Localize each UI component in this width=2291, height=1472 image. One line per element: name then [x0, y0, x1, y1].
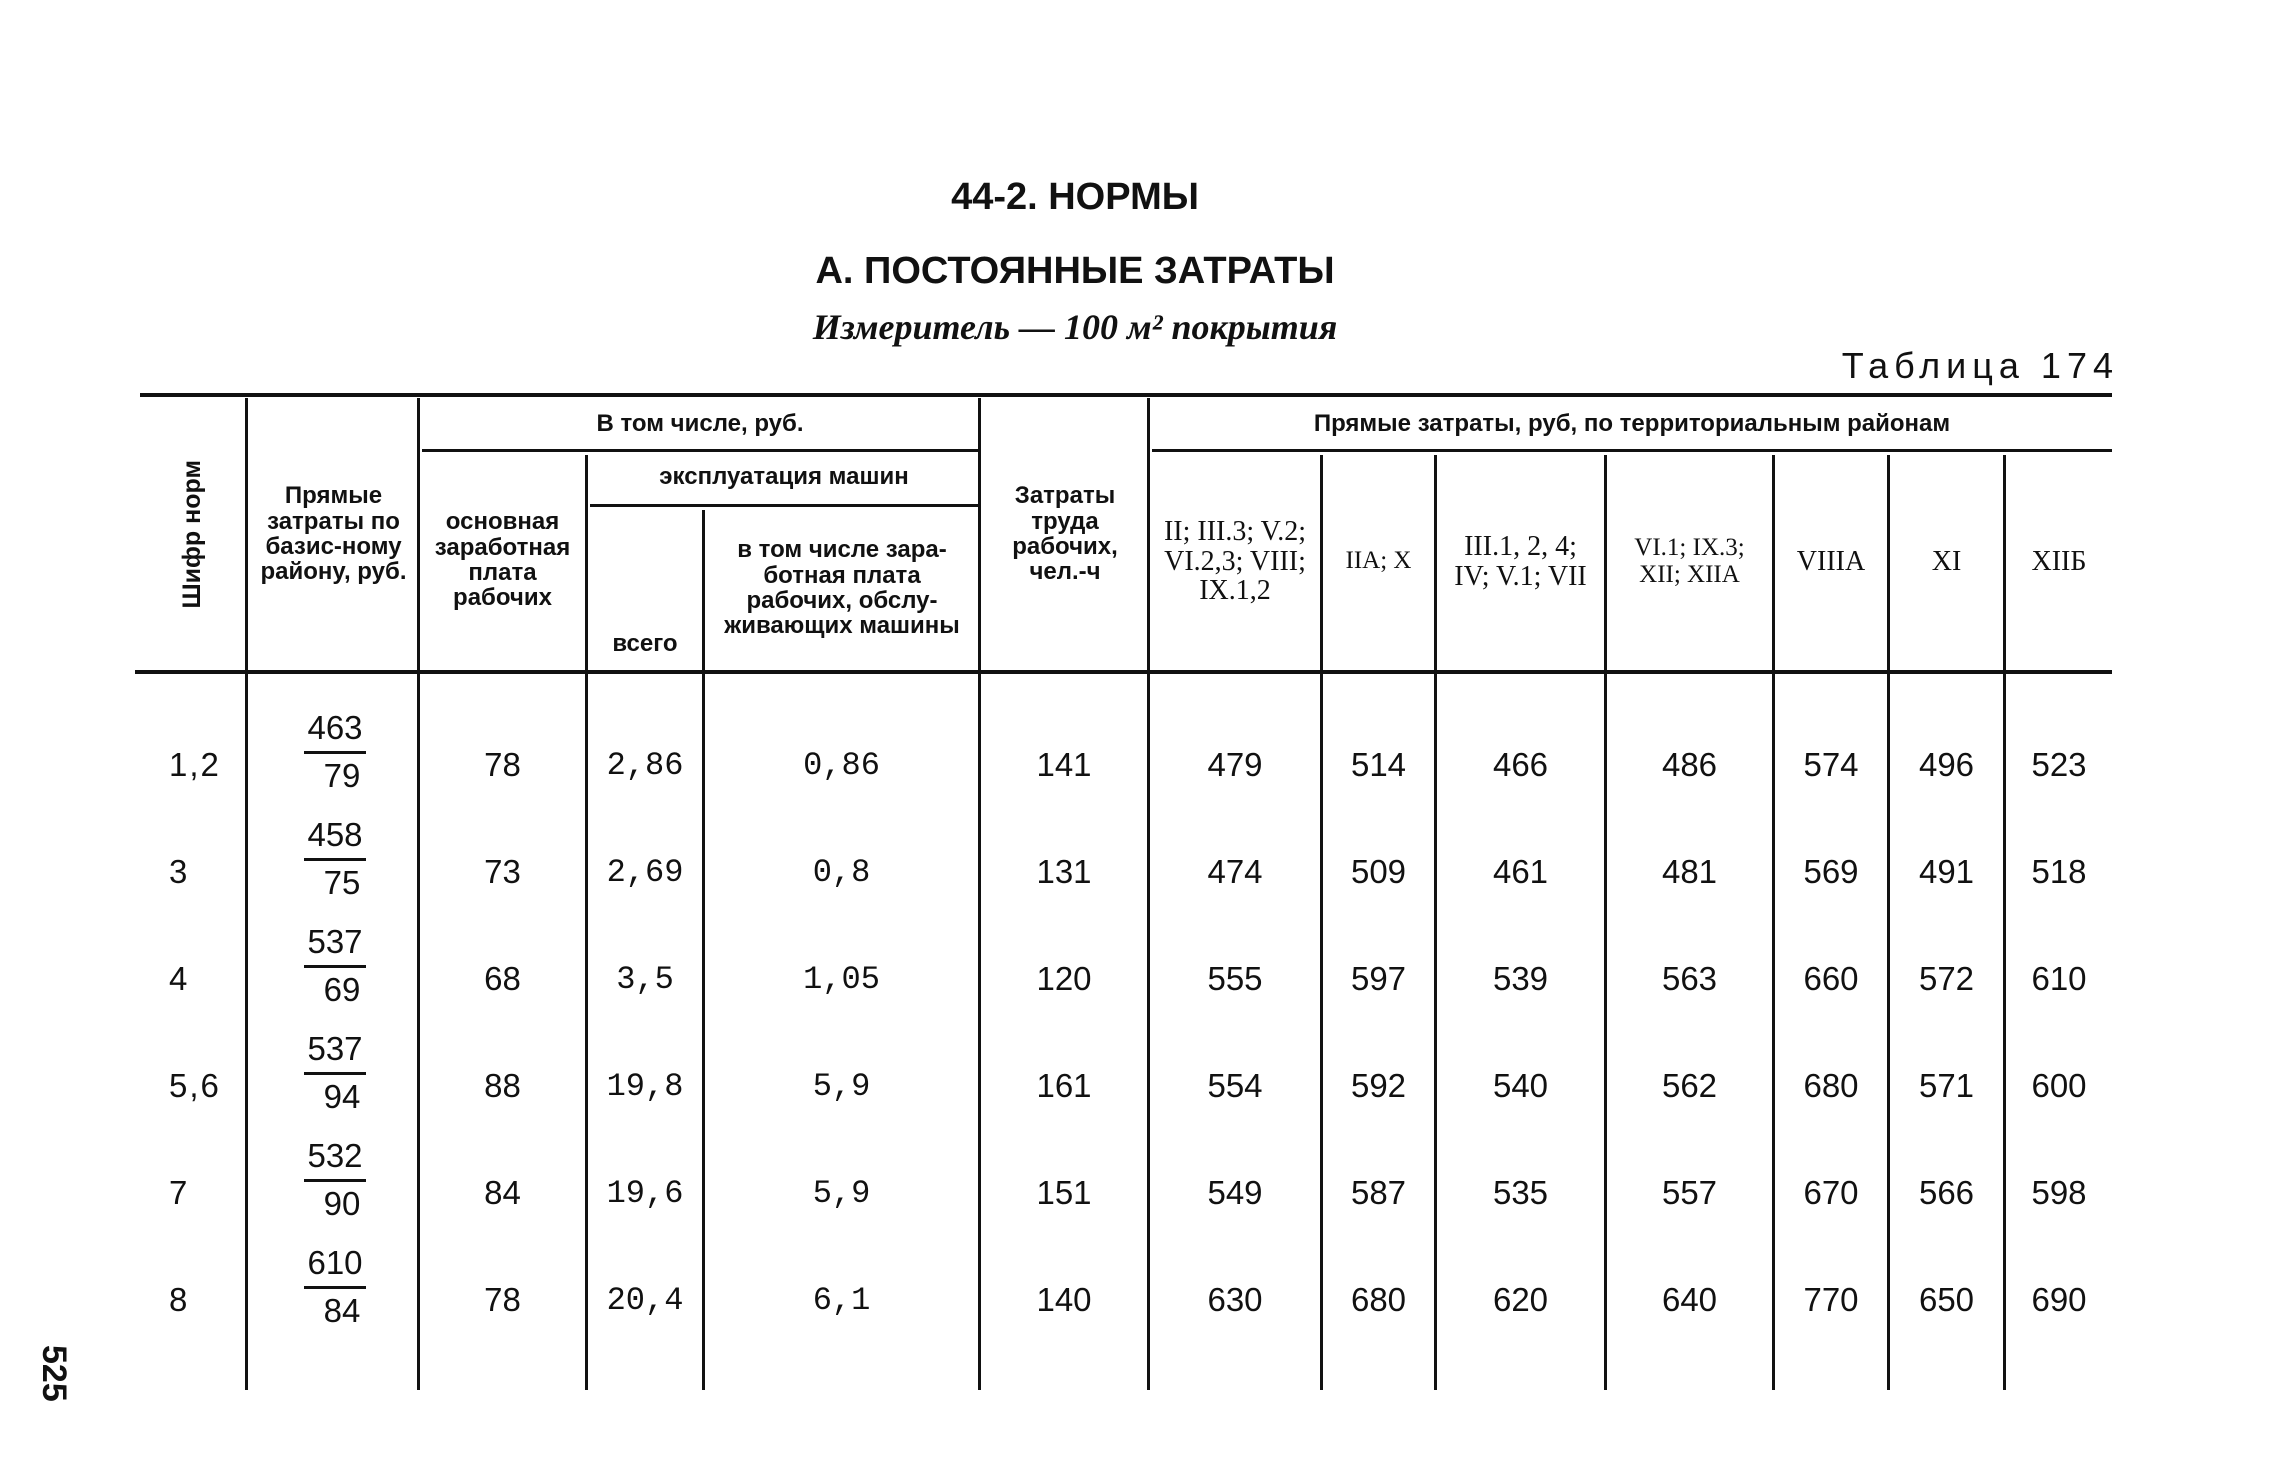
direct-cost-value: 463: [304, 711, 365, 754]
region-7-cell: 518: [2031, 853, 2087, 890]
regions-header-rule: [1152, 449, 2112, 452]
region-6-cell: 572: [1918, 960, 1975, 997]
direct-cost-fraction: [295, 1139, 375, 1221]
region-2-cell: 509: [1350, 853, 1407, 890]
section-title: 44-2. НОРМЫ: [951, 176, 1199, 218]
direct-cost-fraction: [295, 1246, 375, 1328]
region-3-cell: 539: [1492, 960, 1549, 997]
header-bottom-rule: [135, 670, 2112, 674]
header-machines-wages: [708, 508, 976, 668]
region-3-cell: 535: [1492, 1174, 1549, 1211]
region-7-cell: 610: [2031, 960, 2087, 997]
header-regions: [1152, 400, 2112, 448]
direct-cost-value: 532: [304, 1139, 365, 1182]
region-4-cell: 563: [1661, 960, 1718, 997]
region-4-cell: 562: [1661, 1067, 1718, 1104]
table-number-label: Таблица 174: [1841, 345, 2119, 386]
header-code-label: Шифр норм: [178, 459, 207, 609]
region-5-cell: 670: [1803, 1174, 1859, 1211]
labor-cell: 141: [1036, 746, 1092, 783]
labor-cell: 131: [1036, 853, 1092, 890]
header-region-5-label: VIIIA: [1796, 545, 1866, 577]
table-row-code: 1,2: [169, 746, 221, 783]
machines-total-cell: 20,4: [606, 1281, 684, 1319]
region-2-cell: 514: [1350, 746, 1407, 783]
header-machines-label: эксплуатация машин: [659, 463, 909, 491]
direct-cost-fraction: [295, 1032, 375, 1114]
machines-total-cell: 19,6: [606, 1174, 684, 1212]
header-including: [422, 400, 978, 448]
header-machines: [590, 452, 978, 502]
direct-cost-value: 610: [304, 1246, 365, 1289]
subsection-title: А. ПОСТОЯННЫЕ ЗАТРАТЫ: [815, 250, 1335, 292]
direct-cost-subvalue: 94: [323, 1077, 361, 1115]
region-4-cell: 486: [1661, 746, 1718, 783]
header-region-3: [1437, 455, 1604, 668]
region-7-cell: 523: [2031, 746, 2087, 783]
table-row-code: 4: [169, 960, 190, 997]
header-regions-label: Прямые затраты, руб, по территориальным районам: [1313, 410, 1951, 438]
region-5-cell: 569: [1803, 853, 1859, 890]
wages-cell: 68: [484, 960, 521, 997]
header-wages: [420, 452, 585, 668]
region-3-cell: 466: [1492, 746, 1549, 783]
direct-cost-fraction: [295, 925, 375, 1007]
machines-wages-cell: 0,86: [803, 746, 880, 784]
header-labor: [983, 400, 1147, 668]
header-region-1-label: II; III.3; V.2; VI.2,3; VIII; IX.1,2: [1163, 515, 1307, 607]
direct-cost-fraction: [295, 818, 375, 900]
machines-total-cell: 2,86: [606, 746, 684, 784]
region-5-cell: 574: [1803, 746, 1859, 783]
direct-cost-subvalue: 79: [323, 756, 361, 794]
region-4-cell: 481: [1661, 853, 1718, 890]
header-region-2: [1323, 455, 1434, 668]
region-1-cell: 474: [1207, 853, 1263, 890]
machines-total-cell: 19,8: [606, 1067, 684, 1105]
machines-wages-cell: 5,9: [812, 1067, 871, 1105]
header-direct-base: [250, 400, 417, 668]
region-7-cell: 690: [2031, 1281, 2087, 1318]
wages-cell: 84: [484, 1174, 521, 1211]
region-2-cell: 597: [1350, 960, 1407, 997]
region-5-cell: 770: [1803, 1281, 1859, 1318]
machines-wages-cell: 1,05: [803, 960, 880, 998]
machines-header-rule: [590, 504, 978, 507]
region-5-cell: 660: [1803, 960, 1859, 997]
region-2-cell: 592: [1350, 1067, 1407, 1104]
region-6-cell: 571: [1918, 1067, 1975, 1104]
labor-cell: 151: [1036, 1174, 1092, 1211]
direct-cost-value: 537: [304, 1032, 365, 1075]
header-region-1: [1150, 455, 1320, 668]
direct-cost-subvalue: 90: [323, 1184, 361, 1222]
header-region-7: [2006, 455, 2112, 668]
header-machines-total-label: всего: [612, 629, 678, 657]
measure-unit: Измеритель — 100 м² покрытия: [812, 307, 1338, 347]
labor-cell: 120: [1036, 960, 1092, 997]
header-region-7-label: XIIБ: [2031, 545, 2087, 577]
machines-wages-cell: 6,1: [812, 1281, 871, 1319]
region-6-cell: 650: [1918, 1281, 1975, 1318]
table-row-code: 7: [169, 1174, 190, 1211]
direct-cost-subvalue: 69: [323, 970, 361, 1008]
wages-cell: 73: [484, 853, 521, 890]
region-6-cell: 496: [1918, 746, 1975, 783]
machines-total-cell: 2,69: [606, 853, 684, 891]
wages-cell: 78: [484, 746, 521, 783]
table-row-code: 3: [169, 853, 190, 890]
region-1-cell: 479: [1207, 746, 1263, 783]
machines-wages-cell: 5,9: [812, 1174, 871, 1212]
direct-cost-subvalue: 84: [323, 1291, 361, 1329]
header-machines-wages-label: в том числе зара-ботная плата рабочих, обслу-живающих машины: [724, 536, 960, 640]
header-region-6-label: XI: [1931, 545, 1962, 577]
region-6-cell: 566: [1918, 1174, 1975, 1211]
region-1-cell: 630: [1207, 1281, 1263, 1318]
wages-cell: 88: [484, 1067, 521, 1104]
header-region-2-label: IIA; X: [1345, 547, 1412, 575]
table-row-code: 8: [169, 1281, 190, 1318]
region-3-cell: 461: [1492, 853, 1549, 890]
region-3-cell: 620: [1492, 1281, 1549, 1318]
header-machines-total: [588, 508, 702, 668]
direct-cost-fraction: [295, 711, 375, 793]
header-wages-label: основная заработная плата рабочих: [434, 508, 571, 612]
region-3-cell: 540: [1492, 1067, 1549, 1104]
region-4-cell: 640: [1661, 1281, 1718, 1318]
region-1-cell: 549: [1207, 1174, 1263, 1211]
wages-cell: 78: [484, 1281, 521, 1318]
header-region-4: [1607, 455, 1772, 668]
header-labor-label: Затраты труда рабочих, чел.-ч: [1012, 482, 1118, 586]
header-including-label: В том числе, руб.: [596, 410, 804, 438]
labor-cell: 161: [1036, 1067, 1092, 1104]
machines-wages-cell: 0,8: [812, 853, 871, 891]
region-7-cell: 600: [2031, 1067, 2087, 1104]
machines-total-cell: 3,5: [616, 960, 674, 998]
table-row-code: 5,6: [169, 1067, 221, 1104]
header-region-3-label: III.1, 2, 4; IV; V.1; VII: [1454, 530, 1587, 592]
page-number: 525: [35, 1345, 73, 1402]
region-4-cell: 557: [1661, 1174, 1718, 1211]
region-1-cell: 554: [1207, 1067, 1263, 1104]
region-6-cell: 491: [1918, 853, 1975, 890]
labor-cell: 140: [1036, 1281, 1092, 1318]
header-code: [140, 400, 245, 668]
region-5-cell: 680: [1803, 1067, 1859, 1104]
direct-cost-subvalue: 75: [323, 863, 361, 901]
header-direct-base-label: Прямые затраты по базис-ному району, руб.: [260, 482, 407, 586]
region-2-cell: 680: [1350, 1281, 1407, 1318]
region-1-cell: 555: [1207, 960, 1263, 997]
header-region-4-label: VI.1; IX.3; XII; XIIA: [1634, 534, 1745, 588]
header-region-6: [1890, 455, 2003, 668]
table-top-rule: [140, 393, 2112, 397]
region-7-cell: 598: [2031, 1174, 2087, 1211]
direct-cost-value: 458: [304, 818, 365, 861]
direct-cost-value: 537: [304, 925, 365, 968]
region-2-cell: 587: [1350, 1174, 1407, 1211]
header-region-5: [1775, 455, 1887, 668]
